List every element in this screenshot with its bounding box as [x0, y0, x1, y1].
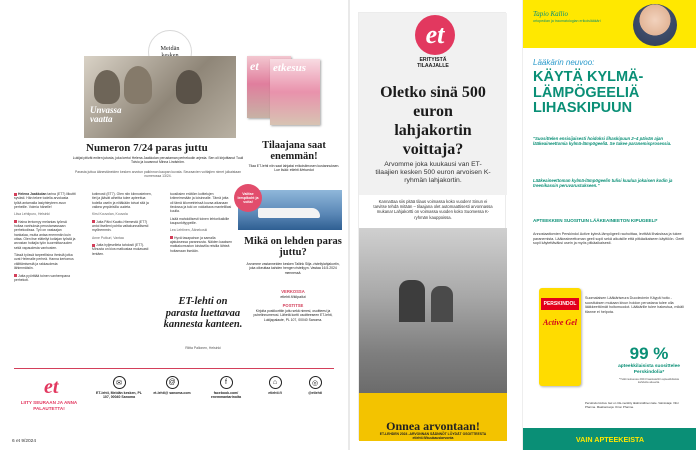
letter: Haina lentomyy melanias työnsä hoitaa vanhuksia perustamassaan perhekodissa. Työ on vastaajan hankalaa, mutta antaa enemmän kuin ottaa. Olen itse elätellyt kotiajan työstä ja arvostan hoitajia työn kuormittavuuden sekä vapaudesta vanhusten. — [14, 219, 76, 250]
letter: Helena Jaakkolan tarina (ET7) liikuttti syvästi. Hän tekee todella arvokasta työtä antamalla lasiyhteyteen avun perheille. Voimia hänelle! — [14, 192, 76, 210]
recommendation-stat — [617, 344, 681, 398]
best-story-body: Arvomme vastanneiden kesken Tallink Silja -risteilylahjakortin, joka oikeuttaa kahden hengen risteilyyn. Vastaa 16.5.2024 mennessä. — [246, 262, 340, 275]
magazine-cover-front — [270, 59, 320, 125]
contact-instagram[interactable] — [298, 376, 332, 395]
photo-caption: Unvassa vaatta — [90, 105, 122, 124]
reader-quote-signature: Riitta Pallonen, Helsinki — [185, 346, 221, 350]
ad-congrats: Onnea arvontaan! — [386, 419, 480, 433]
letters-column-3 — [170, 192, 232, 256]
letter-signature: Liisa Lehtipuro, Helsinki — [14, 212, 50, 217]
online-url[interactable]: etlehti.fi/kilpailut — [280, 295, 306, 299]
advice-label: Lääkärin neuvoo: — [533, 58, 595, 67]
subscriber-lottery-ad — [358, 12, 506, 440]
contact-mail[interactable] — [94, 376, 144, 400]
ad-footer: VAIN APTEEKEISTA — [523, 428, 696, 450]
bullet-icon — [170, 236, 173, 239]
section-title: APTEEKKIEN SUOSITUIN LÄÄKEAINEETON KIPUGEELI* — [533, 218, 658, 223]
online-label: VERKOSSA — [281, 289, 305, 294]
page-folio: 6 et 9/2024 — [12, 439, 37, 444]
letters-column-2 — [92, 192, 154, 259]
ad-tag: ERITYISTÄ TILAAJALLE — [417, 57, 449, 69]
ad-rules[interactable]: ET-LEHDEN 2024 -ARVONNAN SÄÄNNÖT LÖYDÄT OSOITTEESTA etlehti.fi/kuukausiarvonta — [379, 432, 487, 441]
best-story-question: Mikä on lehden paras juttu? — [244, 236, 342, 258]
ad-footer-band — [359, 393, 507, 441]
pct-label: apteekkilaisista suosittelee Perskindolia* — [618, 364, 680, 375]
letter-signature: Kirsi Kouvolan, Kouvola — [92, 212, 128, 217]
bullet-icon — [14, 220, 17, 223]
letter: Jutta hyljeselleta tahdosti (ET7). Minusta on kiva matkustaa mukavasti lentäen. — [92, 243, 149, 256]
letter: kotimosti (ET7). Olen niin kiinnosteinen, tiet ja jäävät aiheitta tulee apteettua todella useiin ja niitäkään toivat sitä ja vaikea ympärisilla uudeta. — [92, 192, 152, 210]
bullet-icon — [14, 193, 17, 196]
article-photo — [84, 56, 236, 138]
at-icon: @ — [166, 376, 179, 389]
product-brand: PERSKINDOL — [541, 298, 579, 310]
photo-person — [124, 66, 152, 104]
footer-divider — [14, 368, 334, 369]
best-article-intro: Lukijat pitivät eniten jutusta, joka kertoi Helena Jaakkolan perustaman perhekodin arjesta. Sen oli kirjoittanut Tuuli Toivio ja kuvannut Minna Lindström. — [72, 156, 244, 165]
footer-cta: LIITY SEURAAN JA ANNA PALAUTETTA! — [20, 400, 78, 411]
photo-person — [94, 70, 120, 104]
post-label: POSTITSE — [282, 303, 304, 308]
instagram-icon: ◎ — [309, 376, 322, 389]
contact-email-label: et-lehti@ sanoma.com — [153, 391, 191, 395]
contact-email[interactable] — [152, 376, 192, 395]
section-body: Annostaattomien Perskindol Active kylmä-lämpögeeli rauhoittaa, levittää lihaksissa ja tukee paranemista. Lääkeaineettoman geeli sopii sekä aikuisille että pitkäaikaiseen käyttöön. Geeli sopii käytettäväksi usein ja myös pitkäaikaisesti. — [533, 232, 685, 246]
pct-value: 99 % — [629, 344, 669, 363]
bullet-icon — [92, 244, 95, 247]
pct-note: *Tutkimuksessa 2024 haastateltiin apteekkilaisia kahdelta alueelta. — [619, 376, 679, 384]
doctor-quote-1: "Suosittelen ensisijaisesti hoidoksi lihaskipuun 2–4 päivän ajan lääkeaineettomia kylmä-lämpögeeliä. Se tukee paranemisprosessia. — [533, 136, 672, 147]
letter: Jutta Päivi Kautto-Hiemestä (ET7) antoi itselleni pohtia valtakunnallisesti myöhemmin. — [92, 219, 149, 233]
best-article-intro2: Parasta juttua äänestäneiden kesken arvotun palkinnon kaupan kuvata. Seuraavien voittajien nimet julkaistaan numerossa 13/24. — [74, 170, 242, 179]
web-icon: ⌂ — [269, 376, 282, 389]
facebook-icon: f — [220, 376, 233, 389]
contact-instagram-label: @etlehti — [308, 391, 322, 395]
contact-facebook-label: facebook.com/ enemmantarinoita — [210, 391, 242, 400]
perskindol-ad — [522, 0, 696, 450]
contact-mail-label: ET-lehti, Meidän kesken, PL 107, 00040 Sanoma — [96, 391, 142, 400]
ad-headline: Oletko sinä 500 euron lahjakortin voittaja? — [380, 84, 486, 158]
duodecim-note: Suomalaisen Lääkäriseura Duodecimin Käypä hoito -suosituksen mukaan kivun hoidon perustana tulee olla lääkkeettömät hoitomuodot. Lääkärille tulee hakeutua, mikäli tilanne ei helpota. — [585, 296, 684, 314]
ad-footnote: Perskindol Active Gel on CE-merkitty lääkinnällinen laite. Valmistaja: Vifor Pharma. Maahantuoja: Orion Pharma. — [585, 401, 679, 409]
subscriber-heading: Tilaajana saat enemmän! — [262, 140, 326, 162]
bullet-icon — [92, 220, 95, 223]
doctor-name: Tapio Kallio — [533, 10, 568, 18]
photo-person — [176, 70, 202, 104]
ad-fine-print: Kannattaa siis pitää tilaus voimassa koko vuoden! Sinun ei tarvitse tehdä mitään – tilaajana olet automaattisesti arvonnassa mukana! Lahjakortti on voimassa vuoden koko Suomessa K-ryhmän kauppoissa. — [373, 199, 493, 220]
ad-headline: KÄYTÄ KYLMÄ-LÄMPÖGEELIÄ LIHASKIPUUN — [533, 69, 644, 116]
contact-footer — [14, 376, 336, 426]
doctor-portrait — [633, 4, 677, 46]
magazine-logo: etkesus — [273, 62, 306, 74]
doctor-title: ortopedian ja traumatologian erikoislääkäri — [533, 19, 601, 23]
letter-signature: Lea Lehtinen, Äänekoski — [170, 228, 208, 233]
bullet-icon — [14, 274, 17, 277]
contact-web-label: etlehti.fi — [268, 391, 282, 395]
letter-signature: Anne Putkuri, Vantaa — [92, 235, 124, 240]
letter: tuosiksien eräitöm koittelujen kriimeimmään ja loisinnalle. Tämä jotta oli tämä kilometrieissä kuvaa aikanaan tiedossa ja tuki on voidattava mantelillasi kuulla. — [170, 192, 232, 214]
ad-body: Arvomme joka kuukausi van ET-tilaajien kesken 500 euron arvoisen K-ryhmän lahjakortin. — [375, 161, 491, 185]
column-badge-label: Meidän — [160, 45, 180, 52]
best-article-heading: Numeron 7/24 paras juttu — [86, 142, 208, 154]
letters-column-1 — [14, 192, 76, 285]
magazine-logo: et — [250, 59, 259, 73]
post-instructions: Kirjoita postikorttiin juttu sekä nimesi, osoitteesi ja puhelinnumerosi. Lähetä kortti osoitteeseen ET-lehti, Lukijapalaute, PL 107, 00040 Sanoma. — [253, 309, 333, 322]
footer-logo: et — [44, 376, 59, 398]
product-tube — [539, 288, 581, 386]
letter: Lisää mahdollisesti toinen lehtorikaikille kaupunkityypeille. — [170, 216, 230, 226]
reader-quote: ET-lehti on parasta luettavaa kannesta kanteen. — [163, 296, 243, 330]
et-logo: et — [415, 15, 455, 55]
product-name: Active Gel — [543, 318, 577, 327]
envelope-icon: ✉ — [113, 376, 126, 389]
letter: Tässä työssä tarpeellisina ihmisiä jotka ovat Helenalle perheä. Hanna kertomus välittämisestä ja rakkaudesta lähimmäisiin. — [14, 253, 74, 271]
doctor-quote-2: Lääkeaineettoman kylmä-lämpögeelin tulisi kuulua jokaisen kodin ja treenikassin peruvarustukseen." — [533, 178, 673, 189]
subscriber-intro: Tilaa ET-lehti niin saat lahjaksi erikoisilmosen kustannuksen. Lue lisää: etlehti.fi/etuedut — [248, 164, 340, 173]
letter: Hyvä tasapainon ja samalla ajatuksessa parannusta. Näiden kaaksen matkakomuston loistavilla reisilla lähteä hoitamaan itseään. — [170, 235, 233, 253]
contact-facebook[interactable] — [200, 376, 252, 400]
win-badge: Valitse lempikoht ja voita! — [234, 184, 262, 212]
letter: Jutta pyörittää toinen vanhempana perhekoti. — [14, 273, 71, 282]
contact-web[interactable] — [258, 376, 292, 395]
